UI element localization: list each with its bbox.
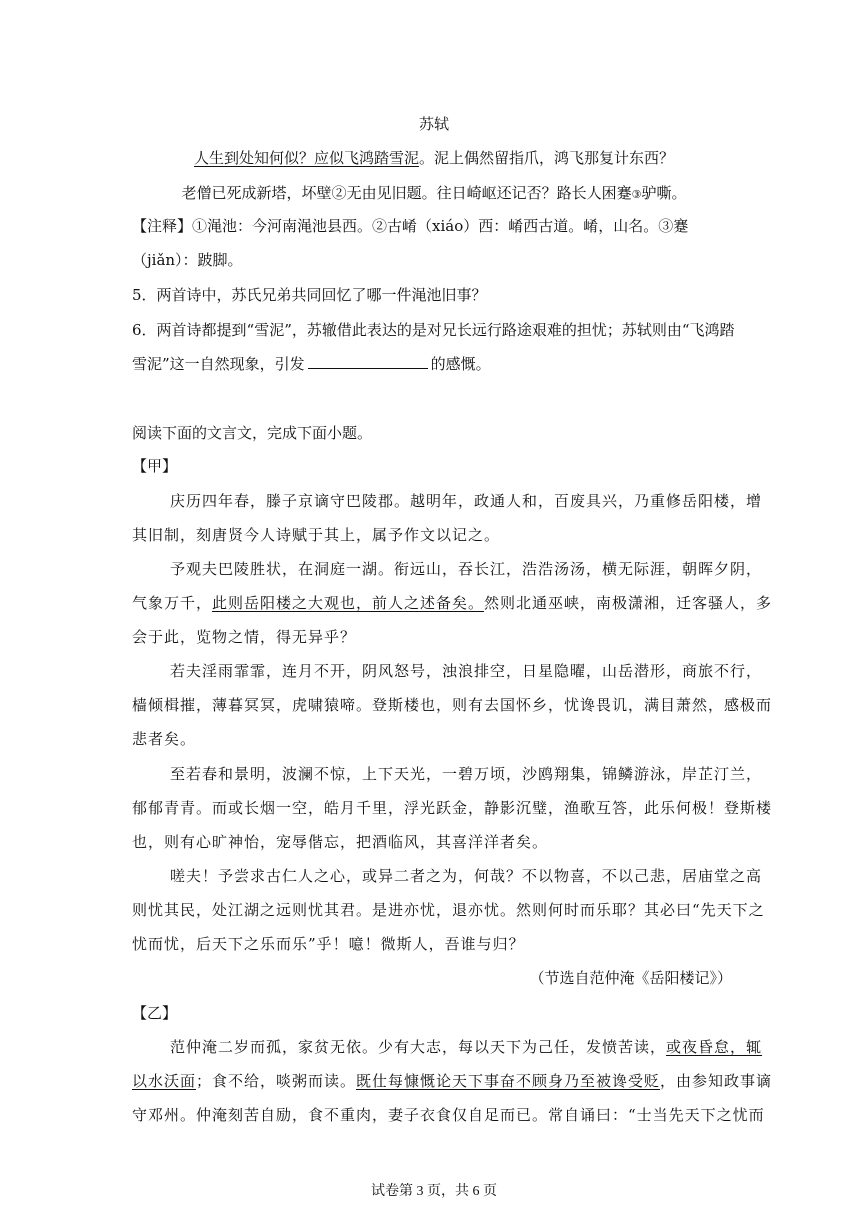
question-5: 5．两首诗中，苏氏兄弟共同回忆了哪一件渑池旧事？ — [132, 286, 487, 304]
jia-p2-line-3: 会于此，览物之情，得无异乎？ — [132, 628, 357, 646]
jia-p1-line-1: 庆历四年春，滕子京谪守巴陵郡。越明年，政通人和，百废具兴，乃重修岳阳楼，增 — [170, 492, 763, 510]
note-mark-3: ③ — [631, 188, 642, 201]
question-6-line-1: 6．两首诗都提到“雪泥”，苏辙借此表达的是对兄长远行路途艰难的担忧；苏轼则由“飞鸿踏 — [132, 321, 735, 339]
jia-p3-line-1: 若夫淫雨霏霏，连月不开，阴风怒号，浊浪排空，日星隐曜，山岳潜形，商旅不行， — [170, 662, 763, 680]
poem-line-2-a: 老僧已死成新塔，坏壁 — [181, 184, 332, 202]
poem-line-2 — [0, 183, 868, 205]
jia-p5-line-3: 忧而忧，后天下之乐而乐”乎！噫！微斯人，吾谁与归？ — [132, 935, 525, 953]
poem-line-1 — [0, 148, 868, 168]
jia-p4-line-1: 至若春和景明，波澜不惊，上下天光，一碧万顷，沙鸥翔集，锦鳞游泳，岸芷汀兰， — [170, 765, 763, 783]
jia-p5-line-2: 则忧其民，处江湖之远则忧其君。是进亦忧，退亦忧。然则何时而乐耶？其必曰“先天下之 — [132, 901, 765, 919]
yi-line-1-text: 范仲淹二岁而孤，家贫无依。少有大志，每以天下为己任，发愤苦读， — [170, 1038, 667, 1056]
jia-p1-line-2: 其旧制，刻唐贤今人诗赋于其上，属予作文以记之。 — [132, 526, 501, 544]
annotation-line-2: （jiǎn）：跛脚。 — [132, 251, 243, 269]
question-6-text-b: 的感慨。 — [430, 355, 491, 373]
note-mark-2: ② — [331, 184, 347, 202]
yi-line-1 — [170, 1037, 762, 1057]
jia-p2-text-a: 气象万千， — [132, 594, 213, 612]
poem-line-1-rest: 。泥上偶然留指爪，鸿飞那复计东西？ — [419, 149, 675, 167]
yi-line-2-text-a: ；食不给，啖粥而读。 — [196, 1072, 357, 1090]
page-footer: 试卷第 3 页，共 6 页 — [371, 1184, 497, 1199]
jia-p2-text-b: 然则北通巫峡，南极潇湘，迁客骚人，多 — [484, 594, 773, 612]
question-6-text-a: 雪泥”这一自然现象，引发 — [132, 355, 305, 373]
jia-source: （节选自范仲淹《岳阳楼记》） — [529, 969, 732, 987]
jia-p5-line-1: 嗟夫！予尝求古仁人之心，或异二者之为，何哉？不以物喜，不以己悲，居庙堂之高 — [170, 867, 763, 885]
poem-line-2-b: 无由见旧题。往日崎岖还记否？路长人困蹇 — [346, 184, 632, 202]
jia-p2-line-1: 予观夫巴陵胜状，在洞庭一湖。衔远山，吞长江，浩浩汤汤，横无际涯，朝晖夕阴， — [170, 560, 763, 578]
jia-p2-line-2 — [132, 593, 772, 613]
yi-line-3: 守邓州。仲淹刻苦自励，食不重肉，妻子衣食仅自足而已。常自诵曰：“士当先天下之忧而 — [132, 1106, 765, 1124]
reading-instruction: 阅读下面的文言文，完成下面小题。 — [132, 424, 373, 442]
poem-line-1-underlined: 人生到处知何似？应似飞鸿踏雪泥 — [193, 149, 419, 167]
yi-line-1-underlined: 或夜昏怠，辄 — [666, 1038, 763, 1056]
jia-p4-line-3: 也，则有心旷神怡，宠辱偕忘，把酒临风，其喜洋洋者矣。 — [132, 833, 549, 851]
yi-line-2 — [132, 1071, 772, 1091]
section-jia-label: 【甲】 — [132, 457, 178, 475]
jia-p3-line-2: 樯倾楫摧，薄暮冥冥，虎啸猿啼。登斯楼也，则有去国怀乡，忧谗畏讥，满目萧然，感极而 — [132, 696, 773, 714]
yi-line-2-underlined-1: 以水沃面 — [132, 1072, 197, 1090]
annotation-line-1: 【注释】①渑池：今河南渑池县西。②古崤（xiáo）西：崤西古道。崤，山名。③蹇 — [132, 217, 689, 235]
jia-p4-line-2: 郁郁青青。而或长烟一空，皓月千里，浮光跃金，静影沉璧，渔歌互答，此乐何极！登斯楼 — [132, 799, 773, 817]
yi-line-2-text-b: ，由参知政事谪 — [660, 1072, 773, 1090]
question-6-line-2 — [132, 354, 491, 374]
jia-p2-underlined: 此则岳阳楼之大观也，前人之述备矣。 — [212, 594, 485, 612]
section-yi-label: 【乙】 — [132, 1004, 178, 1022]
answer-blank[interactable] — [308, 354, 428, 369]
jia-p3-line-3: 悲者矣。 — [132, 730, 197, 748]
poem-author: 苏轼 — [418, 115, 449, 133]
yi-line-2-underlined-2: 既仕每慷慨论天下事奋不顾身乃至被谗受贬 — [356, 1072, 661, 1090]
poem-line-2-c: 驴嘶。 — [641, 184, 687, 202]
